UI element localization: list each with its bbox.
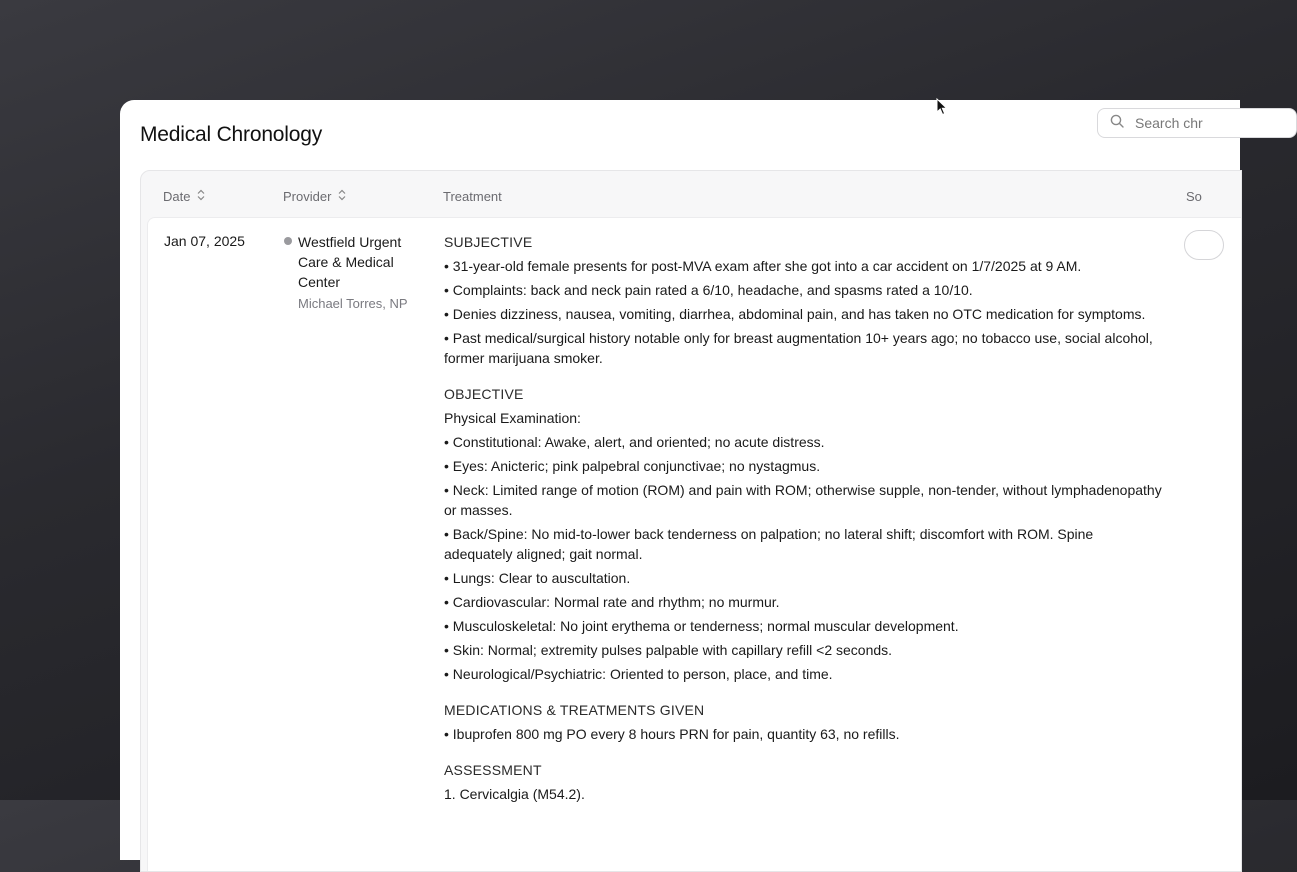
treatment-line: 1. Cervicalgia (M54.2). (444, 786, 585, 802)
page-title: Medical Chronology (140, 123, 322, 146)
treatment-line: • Past medical/surgical history notable only for breast augmentation 10+ years ago; no tobacco use, social alcohol, former marijuana smoker. (444, 330, 1153, 366)
table-body (147, 217, 1241, 871)
search-input[interactable] (1133, 114, 1287, 132)
treatment-line: • Ibuprofen 800 mg PO every 8 hours PRN for pain, quantity 63, no refills. (444, 726, 900, 742)
treatment-line: • Constitutional: Awake, alert, and oriented; no acute distress. (444, 434, 825, 450)
sort-icon[interactable] (338, 189, 346, 204)
provider-name: Westfield Urgent Care & Medical Center (298, 234, 402, 290)
section-heading: SUBJECTIVE (444, 234, 533, 250)
treatment-line: • Musculoskeletal: No joint erythema or tenderness; normal muscular development. (444, 618, 959, 634)
treatment-line: • 31-year-old female presents for post-MVA exam after she got into a car accident on 1/7/2025 at 9 AM. (444, 258, 1082, 274)
table-header (141, 171, 1241, 217)
section-assessment (444, 760, 1164, 804)
treatment-line: • Back/Spine: No mid-to-lower back tenderness on palpation; no lateral shift; discomfort with ROM. Spine adequately aligned; gait normal. (444, 526, 1094, 562)
column-header-treatment: Treatment (443, 189, 502, 204)
search-icon (1110, 114, 1124, 133)
source-button[interactable] (1184, 230, 1224, 260)
treatment-line: • Eyes: Anicteric; pink palpebral conjunctivae; no nystagmus. (444, 458, 821, 474)
treatment-line: Physical Examination: (444, 410, 581, 426)
treatment-line: • Denies dizziness, nausea, vomiting, diarrhea, abdominal pain, and has taken no OTC medication for symptoms. (444, 306, 1146, 322)
column-header-source: So (1186, 189, 1202, 204)
mouse-cursor-icon (936, 98, 948, 121)
sort-icon[interactable] (197, 189, 205, 204)
section-heading: ASSESSMENT (444, 762, 542, 778)
section-medications (444, 700, 1164, 744)
section-heading: MEDICATIONS & TREATMENTS GIVEN (444, 702, 705, 718)
section-heading: OBJECTIVE (444, 386, 524, 402)
treatment-line: • Neurological/Psychiatric: Oriented to person, place, and time. (444, 666, 833, 682)
column-header-date[interactable]: Date (163, 189, 205, 204)
row-treatment (444, 232, 1164, 820)
treatment-line: • Skin: Normal; extremity pulses palpable with capillary refill <2 seconds. (444, 642, 893, 658)
row-provider (284, 232, 414, 311)
treatment-line: • Complaints: back and neck pain rated a 6/10, headache, and spasms rated a 10/10. (444, 282, 973, 298)
section-subjective (444, 232, 1164, 368)
section-objective (444, 384, 1164, 684)
provider-status-dot (284, 237, 292, 245)
provider-clinician: Michael Torres, NP (298, 296, 408, 311)
app-window (120, 100, 1240, 860)
search-box[interactable] (1097, 108, 1297, 138)
treatment-line: • Cardiovascular: Normal rate and rhythm; no murmur. (444, 594, 780, 610)
treatment-line: • Lungs: Clear to auscultation. (444, 570, 631, 586)
chronology-table (140, 170, 1242, 872)
column-header-provider[interactable]: Provider (283, 189, 346, 204)
row-date: Jan 07, 2025 (164, 233, 245, 249)
treatment-line: • Neck: Limited range of motion (ROM) and pain with ROM; otherwise supple, non-tender, without lymphadenopathy or masses. (444, 482, 1162, 518)
